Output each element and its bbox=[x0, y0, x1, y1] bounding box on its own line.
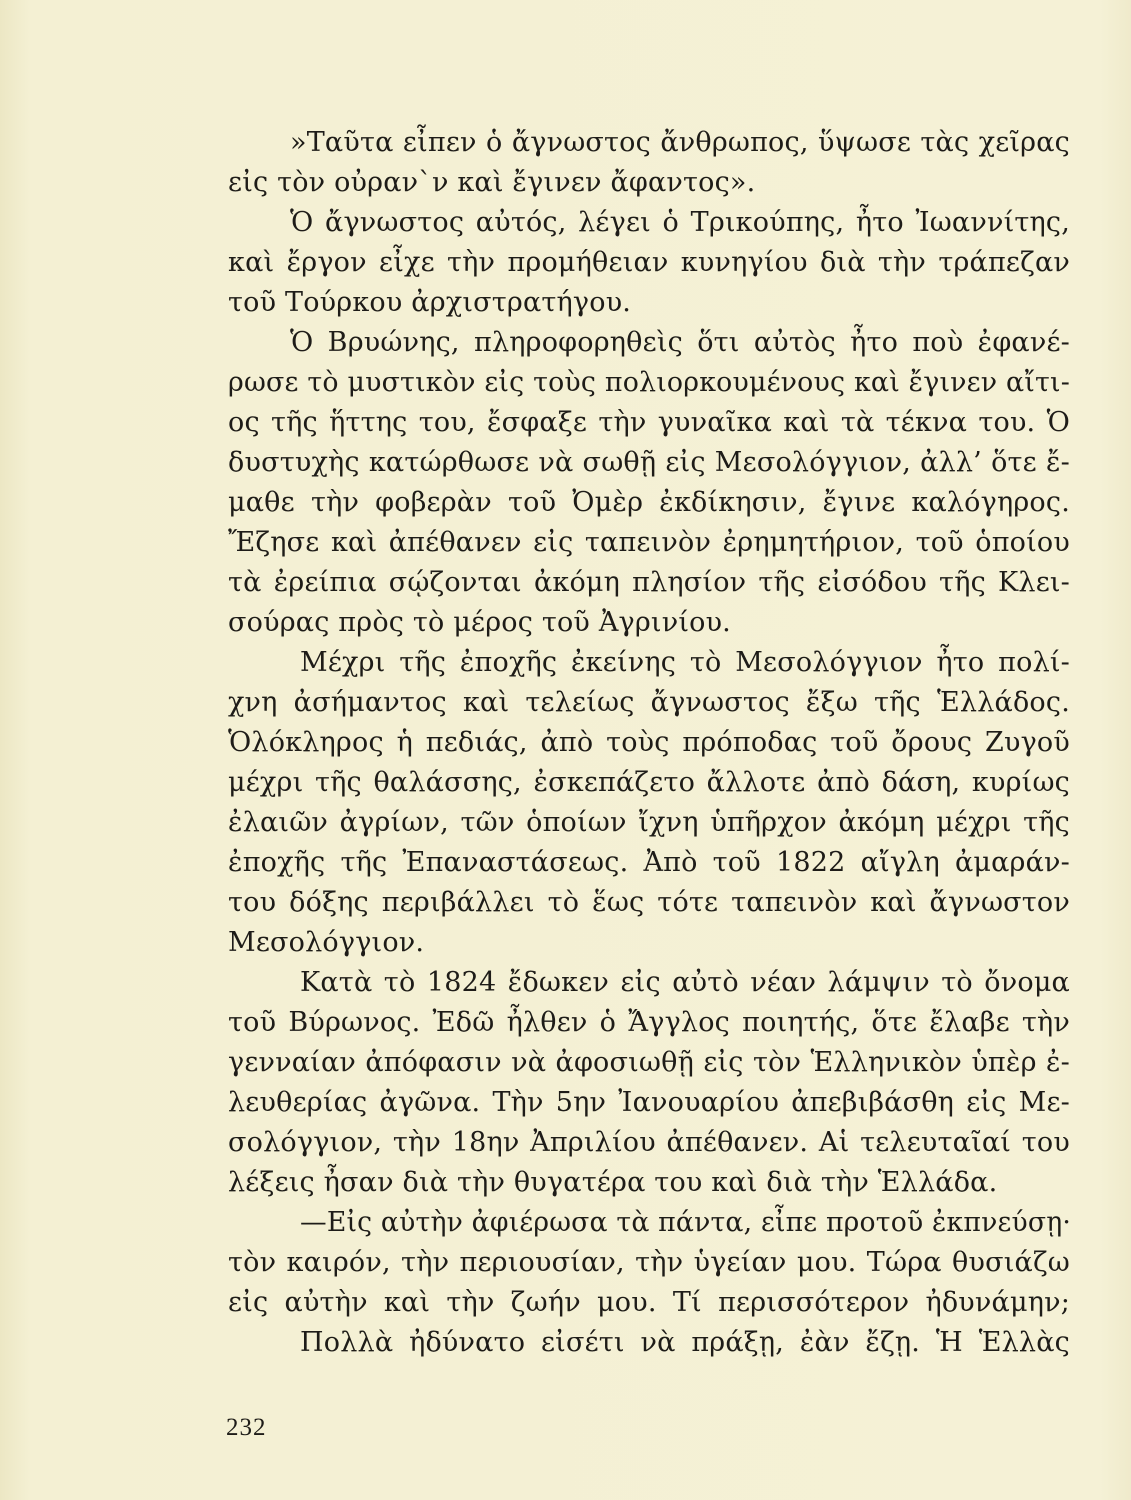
text-line: εἰς αὐτὴν καὶ τὴν ζωήν μου. Τί περισσότερον ἠδυνάμην; bbox=[228, 1287, 1070, 1318]
text-line: τὸν καιρόν, τὴν περιουσίαν, τὴν ὑγείαν μου. Τώρα θυσιάζω bbox=[228, 1247, 1070, 1278]
body-text bbox=[228, 123, 1070, 1363]
text-line: Πολλὰ ἠδύνατο εἰσέτι νὰ πράξῃ, ἐὰν ἔζῃ. Ἡ Ἑλλὰς bbox=[300, 1327, 1070, 1358]
text-line: ἐποχῆς τῆς Ἐπαναστάσεως. Ἀπὸ τοῦ 1822 αἴγλη ἀμαράν- bbox=[228, 847, 1070, 878]
text-line: ρωσε τὸ μυστικὸν εἰς τοὺς πολιορκουμένους καὶ ἔγινεν αἴτι- bbox=[228, 367, 1070, 398]
text-line: ἐλαιῶν ἀγρίων, τῶν ὁποίων ἴχνη ὑπῆρχον ἀκόμη μέχρι τῆς bbox=[228, 807, 1070, 838]
text-line: μέχρι τῆς θαλάσσης, ἐσκεπάζετο ἄλλοτε ἀπὸ δάση, κυρίως bbox=[228, 767, 1070, 798]
text-line: ος τῆς ἥττης του, ἔσφαξε τὴν γυναῖκα καὶ τὰ τέκνα του. Ὁ bbox=[228, 407, 1070, 438]
text-line: Ἔζησε καὶ ἀπέθανεν εἰς ταπεινὸν ἐρημητήριον, τοῦ ὁποίου bbox=[228, 527, 1070, 558]
text-line: μαθε τὴν φοβερὰν τοῦ Ὀμὲρ ἐκδίκησιν, ἔγινε καλόγηρος. bbox=[228, 487, 1070, 518]
text-line: λευθερίας ἀγῶνα. Τὴν 5ην Ἰανουαρίου ἀπεβιβάσθη εἰς Με- bbox=[228, 1087, 1070, 1118]
text-line: καὶ ἔργον εἶχε τὴν προμήθειαν κυνηγίου διὰ τὴν τράπεζαν bbox=[228, 247, 1070, 278]
text-line: Μέχρι τῆς ἐποχῆς ἐκείνης τὸ Μεσολόγγιον ἦτο πολί- bbox=[300, 647, 1070, 678]
text-line: του δόξης περιβάλλει τὸ ἕως τότε ταπεινὸν καὶ ἄγνωστον bbox=[228, 887, 1070, 918]
text-line: τοῦ Βύρωνος. Ἐδῶ ἦλθεν ὁ Ἄγγλος ποιητής, ὅτε ἔλαβε τὴν bbox=[228, 1007, 1070, 1038]
text-line: τὰ ἐρείπια σῴζονται ἀκόμη πλησίον τῆς εἰσόδου τῆς Κλει- bbox=[228, 567, 1070, 598]
text-line: τοῦ Τούρκου ἀρχιστρατήγου. bbox=[228, 287, 632, 318]
text-line: Ὁ ἄγνωστος αὐτός, λέγει ὁ Τρικούπης, ἦτο Ἰωαννίτης, bbox=[290, 207, 1070, 238]
text-line: »Ταῦτα εἶπεν ὁ ἄγνωστος ἄνθρωπος, ὕψωσε τὰς χεῖρας bbox=[290, 127, 1070, 158]
text-line: Ὁλόκληρος ἡ πεδιάς, ἀπὸ τοὺς πρόποδας τοῦ ὄρους Ζυγοῦ bbox=[228, 727, 1070, 758]
text-line: λέξεις ἦσαν διὰ τὴν θυγατέρα του καὶ διὰ τὴν Ἑλλάδα. bbox=[228, 1167, 998, 1198]
text-line: εἰς τὸν οὐραν`ν καὶ ἔγινεν ἄφαντος». bbox=[228, 167, 756, 198]
text-line: γενναίαν ἀπόφασιν νὰ ἀφοσιωθῇ εἰς τὸν Ἑλληνικὸν ὑπὲρ ἐ- bbox=[228, 1047, 1070, 1078]
text-line: σολόγγιον, τὴν 18ην Ἀπριλίου ἀπέθανεν. Αἱ τελευταῖαί του bbox=[228, 1127, 1070, 1158]
text-line: δυστυχὴς κατώρθωσε νὰ σωθῇ εἰς Μεσολόγγιον, ἀλλ’ ὅτε ἔ- bbox=[228, 447, 1070, 478]
text-line: Ὁ Βρυώνης, πληροφορηθεὶς ὅτι αὐτὸς ἦτο ποὺ ἐφανέ- bbox=[290, 327, 1070, 358]
text-line: —Εἰς αὐτὴν ἀφιέρωσα τὰ πάντα, εἶπε προτοῦ ἐκπνεύσῃ· bbox=[300, 1207, 1072, 1238]
page-number: 232 bbox=[226, 1414, 267, 1441]
text-line: Μεσολόγγιον. bbox=[228, 927, 425, 958]
text-line: Κατὰ τὸ 1824 ἔδωκεν εἰς αὐτὸ νέαν λάμψιν τὸ ὄνομα bbox=[300, 967, 1070, 998]
text-line: χνη ἀσήμαντος καὶ τελείως ἄγνωστος ἔξω τῆς Ἑλλάδος. bbox=[228, 687, 1070, 718]
text-line: σούρας πρὸς τὸ μέρος τοῦ Ἀγρινίου. bbox=[228, 607, 731, 638]
